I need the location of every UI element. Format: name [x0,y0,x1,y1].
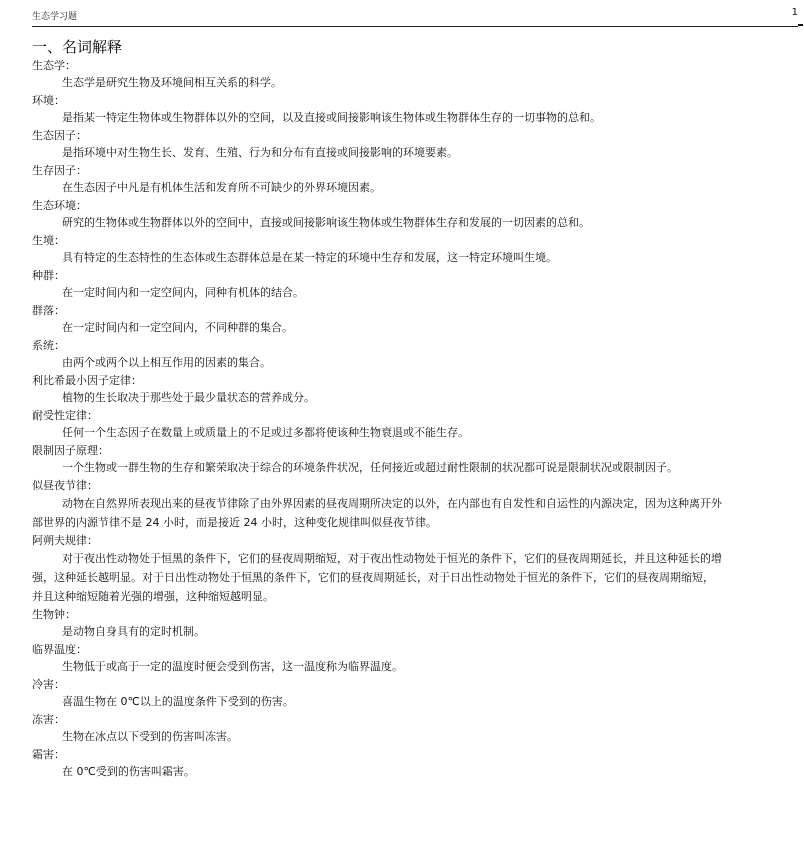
term-heading: 环境： [32,94,65,107]
header-title: 生态学习题 [32,12,78,22]
page-number: 1 [791,7,798,18]
document-body [32,36,722,782]
term-list [32,58,722,781]
term-heading: 冷害： [32,678,65,691]
term-heading: 生物钟： [32,608,76,621]
term-definition: 动物在自然界所表现出来的昼夜节律除了由外界因素的昼夜周期所决定的以外，在内部也有自发性和自运性的内源决定，因为这种离开外部世界的内源节律不是 24 小时，而是接近 24 小时，这种变化规律叫似昼夜节律。 [32,497,722,529]
term-heading: 生态学： [32,59,76,72]
term-definition: 一个生物或一群生物的生存和繁荣取决于综合的环境条件状况，任何接近或超过耐性限制的状况都可说是限制状况或限制因子。 [62,461,678,474]
term-definition: 任何一个生态因子在数量上或质量上的不足或过多都将使该种生物衰退或不能生存。 [62,426,469,439]
term-definition: 对于夜出性动物处于恒黑的条件下，它们的昼夜周期缩短，对于夜出性动物处于恒光的条件下，它们的昼夜周期延长，并且这种延长的增强，这种延长越明显。对于日出性动物处于恒黑的条件下，它们的昼夜周期延长，对于日出性动物处于恒光的条件下，它们的昼夜周期缩短，并且这种缩短随着光强的增强，这种缩短越明显。 [32,552,722,603]
term-heading: 冻害： [32,713,65,726]
term-definition: 研究的生物体或生物群体以外的空间中，直接或间接影响该生物体或生物群体生存和发展的一切因素的总和。 [62,216,590,229]
term-heading: 限制因子原理： [32,444,109,457]
term-heading: 生态因子： [32,129,87,142]
term-definition: 是动物自身具有的定时机制。 [62,625,205,638]
term-definition: 是指环境中对生物生长、发育、生殖、行为和分布有直接或间接影响的环境要素。 [62,146,458,159]
term-definition: 植物的生长取决于那些处于最少量状态的营养成分。 [62,391,315,404]
page-number-mark [798,24,803,26]
term-heading: 群落： [32,304,65,317]
term-definition: 由两个或两个以上相互作用的因素的集合。 [62,356,271,369]
term-definition: 在一定时间内和一定空间内，不同种群的集合。 [62,321,293,334]
term-definition: 在 0℃受到的伤害叫霜害。 [62,765,195,778]
term-definition: 生物低于或高于一定的温度时便会受到伤害，这一温度称为临界温度。 [62,660,403,673]
term-heading: 系统： [32,339,65,352]
term-definition: 生物在冰点以下受到的伤害叫冻害。 [62,730,238,743]
term-definition: 喜温生物在 0℃以上的温度条件下受到的伤害。 [62,695,294,708]
term-heading: 霜害： [32,748,65,761]
term-heading: 生态环境： [32,199,87,212]
term-heading: 耐受性定律： [32,409,98,422]
term-heading: 利比希最小因子定律： [32,374,142,387]
term-definition: 是指某一特定生物体或生物群体以外的空间，以及直接或间接影响该生物体或生物群体生存的一切事物的总和。 [62,111,601,124]
term-heading: 临界温度： [32,643,87,656]
term-heading: 似昼夜节律： [32,479,98,492]
term-heading: 种群： [32,269,65,282]
term-definition: 生态学是研究生物及环境间相互关系的科学。 [62,76,282,89]
term-heading: 阿朔夫规律： [32,534,98,547]
term-heading: 生存因子： [32,164,87,177]
term-definition: 在生态因子中凡是有机体生活和发育所不可缺少的外界环境因素。 [62,181,381,194]
page-header [32,6,798,27]
term-heading: 生境： [32,234,65,247]
term-definition: 具有特定的生态特性的生态体或生态群体总是在某一特定的环境中生存和发展，这一特定环境叫生境。 [62,251,557,264]
term-definition: 在一定时间内和一定空间内，同种有机体的结合。 [62,286,304,299]
section-title: 一、名词解释 [32,38,123,56]
